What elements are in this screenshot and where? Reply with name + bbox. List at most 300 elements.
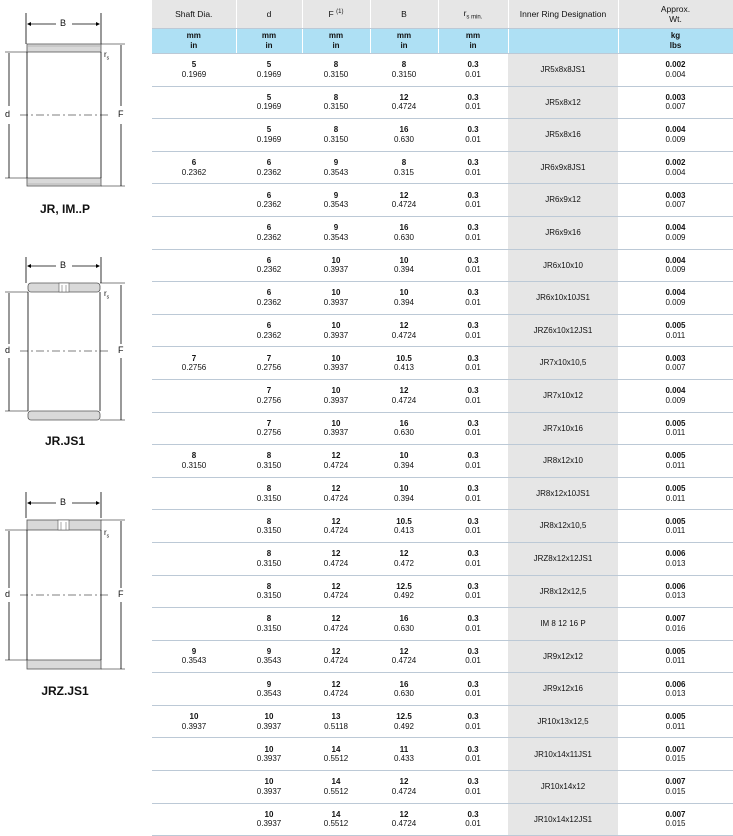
- value-in: 0.3937: [323, 330, 349, 340]
- cell-shaft: [152, 379, 236, 412]
- value-in: 0.4724: [323, 623, 349, 633]
- dim-f-label: F: [118, 589, 124, 599]
- cell-b: [370, 347, 438, 380]
- value-in: 0.01: [465, 819, 481, 829]
- cell-shaft: [152, 771, 236, 804]
- value-in: 0.01: [465, 134, 481, 144]
- value-in: 0.3543: [181, 656, 207, 666]
- cell-designation: JR5x8x8JS1: [508, 54, 618, 87]
- value-mm: 7: [266, 386, 272, 396]
- value-mm: 16: [399, 418, 409, 428]
- cell-weight: [618, 738, 733, 771]
- cell-weight: [618, 803, 733, 836]
- value-in: 0.3937: [323, 297, 349, 307]
- value-mm: 5: [266, 92, 272, 102]
- value-in: 0.5512: [323, 786, 349, 796]
- value-mm: 0.3: [467, 614, 479, 624]
- value-mm: 12: [331, 646, 341, 656]
- value-mm: 0.3: [467, 744, 479, 754]
- cell-rs: [438, 542, 508, 575]
- table-row: [152, 705, 733, 738]
- value-mm: 0.3: [467, 60, 479, 70]
- value-mm: 0.006: [665, 549, 686, 559]
- table-row: [152, 314, 733, 347]
- value-in: 0.007: [665, 102, 686, 112]
- value-in: 0.01: [465, 558, 481, 568]
- value-in: 0.011: [665, 721, 686, 731]
- cell-d: [236, 640, 302, 673]
- value-in: 0.4724: [323, 526, 349, 536]
- dim-r-label: $r_s$: [104, 528, 110, 540]
- col-header-weight: Approx. Wt.: [618, 0, 733, 29]
- table-row: [152, 738, 733, 771]
- value-mm: 10: [399, 255, 409, 265]
- value-mm: 12: [399, 777, 409, 787]
- cell-weight: [618, 379, 733, 412]
- value-mm: 12.5: [396, 581, 412, 591]
- value-mm: 16: [399, 679, 409, 689]
- cell-b: [370, 379, 438, 412]
- cell-rs: [438, 412, 508, 445]
- cell-shaft: [152, 282, 236, 315]
- value-in: 0.011: [665, 428, 686, 438]
- cell-shaft: [152, 673, 236, 706]
- cell-shaft: [152, 477, 236, 510]
- cell-weight: [618, 249, 733, 282]
- value-mm: 14: [331, 777, 341, 787]
- value-mm: 0.3: [467, 712, 479, 722]
- value-mm: 0.3: [467, 581, 479, 591]
- cell-shaft: [152, 705, 236, 738]
- col-header-shaft: Shaft Dia.: [152, 0, 236, 29]
- cell-d: [236, 119, 302, 152]
- value-in: 0.2362: [181, 167, 207, 177]
- cell-weight: [618, 771, 733, 804]
- value-in: 0.015: [665, 786, 686, 796]
- cell-f: [302, 510, 370, 543]
- table-row: [152, 379, 733, 412]
- value-in: 0.01: [465, 721, 481, 731]
- cell-rs: [438, 705, 508, 738]
- value-mm: 12: [399, 809, 409, 819]
- value-in: 0.009: [665, 265, 686, 275]
- value-in: 0.630: [393, 232, 415, 242]
- cell-shaft: [152, 803, 236, 836]
- value-in: 0.2756: [181, 363, 207, 373]
- value-mm: 6: [266, 190, 272, 200]
- table-row: [152, 575, 733, 608]
- col-header-rs: $r_{s min.}$: [438, 0, 508, 29]
- table-row: [152, 673, 733, 706]
- cell-shaft: [152, 608, 236, 641]
- cell-designation: JR9x12x16: [508, 673, 618, 706]
- value-in: 0.011: [665, 493, 686, 503]
- value-in: 0.5512: [323, 754, 349, 764]
- value-in: 0.3543: [323, 200, 349, 210]
- cell-f: [302, 184, 370, 217]
- diagram-label: JR.JS1: [44, 434, 86, 448]
- cell-weight: [618, 314, 733, 347]
- value-in: 0.4724: [323, 656, 349, 666]
- value-mm: 10: [264, 744, 274, 754]
- value-mm: 12: [399, 321, 409, 331]
- cell-b: [370, 542, 438, 575]
- value-in: 0.01: [465, 102, 481, 112]
- cell-weight: [618, 119, 733, 152]
- table-row: [152, 151, 733, 184]
- cell-shaft: [152, 738, 236, 771]
- cell-designation: JR6x9x8JS1: [508, 151, 618, 184]
- value-in: 0.2362: [256, 330, 282, 340]
- value-mm: 0.003: [665, 92, 686, 102]
- value-in: 0.009: [665, 297, 686, 307]
- value-mm: 6: [266, 223, 272, 233]
- cell-f: [302, 477, 370, 510]
- table-row: [152, 216, 733, 249]
- value-in: 0.394: [393, 493, 415, 503]
- cell-d: [236, 86, 302, 119]
- unit-rs: mm in: [438, 29, 508, 54]
- table-row: [152, 347, 733, 380]
- value-in: 0.01: [465, 297, 481, 307]
- value-in: 0.1969: [256, 134, 282, 144]
- unit-f: mm in: [302, 29, 370, 54]
- value-mm: 12: [331, 679, 341, 689]
- value-in: 0.3937: [181, 721, 207, 731]
- bearing-ring-drawing: [0, 490, 152, 680]
- value-mm: 0.3: [467, 190, 479, 200]
- value-mm: 0.3: [467, 777, 479, 787]
- cell-f: [302, 803, 370, 836]
- cell-weight: [618, 477, 733, 510]
- value-mm: 12: [399, 92, 409, 102]
- table-row: [152, 412, 733, 445]
- value-in: 0.492: [393, 721, 415, 731]
- value-mm: 10: [331, 353, 341, 363]
- cell-f: [302, 575, 370, 608]
- value-mm: 12: [399, 549, 409, 559]
- value-mm: 9: [333, 158, 339, 168]
- cell-rs: [438, 608, 508, 641]
- cell-rs: [438, 184, 508, 217]
- value-in: 0.3150: [256, 526, 282, 536]
- value-mm: 0.005: [665, 321, 686, 331]
- value-in: 0.01: [465, 754, 481, 764]
- value-in: 0.011: [665, 526, 686, 536]
- value-mm: 0.3: [467, 223, 479, 233]
- cell-designation: JR8x12x12,5: [508, 575, 618, 608]
- value-mm: 6: [266, 288, 272, 298]
- cell-designation: JR10x13x12,5: [508, 705, 618, 738]
- table-row: [152, 803, 733, 836]
- value-mm: 0.3: [467, 418, 479, 428]
- cell-rs: [438, 379, 508, 412]
- value-mm: 9: [191, 646, 197, 656]
- cell-weight: [618, 575, 733, 608]
- diagram-label: JR, IM..P: [39, 202, 90, 216]
- cell-f: [302, 673, 370, 706]
- cell-f: [302, 738, 370, 771]
- value-mm: 0.007: [665, 777, 686, 787]
- value-mm: 7: [266, 418, 272, 428]
- value-mm: 8: [266, 451, 272, 461]
- col-header-d: d: [236, 0, 302, 29]
- cell-rs: [438, 119, 508, 152]
- value-mm: 0.3: [467, 255, 479, 265]
- value-in: 0.3150: [256, 591, 282, 601]
- value-in: 0.01: [465, 656, 481, 666]
- cell-weight: [618, 608, 733, 641]
- table-row: [152, 249, 733, 282]
- table-row: [152, 477, 733, 510]
- cell-weight: [618, 216, 733, 249]
- value-in: 0.007: [665, 363, 686, 373]
- value-in: 0.3937: [256, 819, 282, 829]
- cell-b: [370, 477, 438, 510]
- value-mm: 0.003: [665, 190, 686, 200]
- value-in: 0.015: [665, 754, 686, 764]
- value-mm: 0.3: [467, 125, 479, 135]
- value-mm: 10.5: [396, 353, 412, 363]
- value-mm: 0.004: [665, 125, 686, 135]
- value-in: 0.01: [465, 428, 481, 438]
- header-row: [152, 0, 733, 29]
- value-mm: 0.002: [665, 60, 686, 70]
- value-mm: 0.3: [467, 484, 479, 494]
- value-mm: 10.5: [396, 516, 412, 526]
- dim-d-label: d: [5, 345, 11, 355]
- value-in: 0.01: [465, 232, 481, 242]
- units-row: [152, 29, 733, 54]
- value-in: 0.01: [465, 69, 481, 79]
- value-in: 0.3543: [323, 167, 349, 177]
- value-in: 0.004: [665, 167, 686, 177]
- value-mm: 6: [191, 158, 197, 168]
- value-in: 0.413: [393, 363, 415, 373]
- value-mm: 0.005: [665, 516, 686, 526]
- cell-b: [370, 151, 438, 184]
- cell-d: [236, 54, 302, 87]
- value-in: 0.3150: [256, 558, 282, 568]
- value-mm: 5: [191, 60, 197, 70]
- cell-designation: JR8x12x10: [508, 445, 618, 478]
- value-mm: 12: [331, 451, 341, 461]
- cell-f: [302, 282, 370, 315]
- value-in: 0.630: [393, 623, 415, 633]
- value-mm: 12: [399, 190, 409, 200]
- cell-weight: [618, 705, 733, 738]
- value-in: 0.4724: [323, 460, 349, 470]
- cell-b: [370, 705, 438, 738]
- value-in: 0.01: [465, 460, 481, 470]
- value-mm: 8: [266, 484, 272, 494]
- dim-b-label: B: [60, 497, 67, 507]
- cell-weight: [618, 54, 733, 87]
- cell-rs: [438, 445, 508, 478]
- value-in: 0.2362: [256, 167, 282, 177]
- value-mm: 9: [266, 679, 272, 689]
- value-mm: 0.007: [665, 614, 686, 624]
- value-in: 0.01: [465, 689, 481, 699]
- cell-designation: JR6x10x10JS1: [508, 282, 618, 315]
- value-in: 0.4724: [391, 656, 417, 666]
- value-mm: 10: [189, 712, 199, 722]
- value-mm: 16: [399, 614, 409, 624]
- cell-rs: [438, 86, 508, 119]
- table-row: [152, 510, 733, 543]
- value-mm: 10: [264, 712, 274, 722]
- dim-b-label: B: [60, 18, 67, 28]
- dim-d-label: d: [5, 589, 11, 599]
- cell-d: [236, 347, 302, 380]
- unit-shaft: mm in: [152, 29, 236, 54]
- dim-r-label: $r_s$: [104, 50, 110, 62]
- value-mm: 10: [399, 288, 409, 298]
- value-in: 0.2756: [256, 363, 282, 373]
- cell-rs: [438, 314, 508, 347]
- value-mm: 5: [266, 60, 272, 70]
- unit-designation: [508, 29, 618, 54]
- value-mm: 9: [266, 646, 272, 656]
- value-in: 0.3150: [181, 460, 207, 470]
- cell-f: [302, 347, 370, 380]
- value-in: 0.3543: [323, 232, 349, 242]
- value-mm: 0.006: [665, 581, 686, 591]
- value-mm: 10: [264, 777, 274, 787]
- value-in: 0.01: [465, 200, 481, 210]
- value-in: 0.4724: [391, 395, 417, 405]
- value-mm: 16: [399, 125, 409, 135]
- value-in: 0.1969: [256, 69, 282, 79]
- value-in: 0.413: [393, 526, 415, 536]
- value-in: 0.3150: [391, 69, 417, 79]
- dim-f-label: F: [118, 109, 124, 119]
- value-mm: 14: [331, 744, 341, 754]
- cell-b: [370, 216, 438, 249]
- cell-b: [370, 86, 438, 119]
- value-in: 0.394: [393, 297, 415, 307]
- value-mm: 0.005: [665, 451, 686, 461]
- cell-d: [236, 803, 302, 836]
- cell-weight: [618, 412, 733, 445]
- value-mm: 8: [266, 549, 272, 559]
- cell-f: [302, 640, 370, 673]
- value-in: 0.007: [665, 200, 686, 210]
- value-in: 0.472: [393, 558, 415, 568]
- cell-b: [370, 249, 438, 282]
- value-in: 0.3937: [323, 265, 349, 275]
- value-in: 0.01: [465, 623, 481, 633]
- value-mm: 0.3: [467, 321, 479, 331]
- unit-d: mm in: [236, 29, 302, 54]
- cell-weight: [618, 673, 733, 706]
- value-mm: 0.3: [467, 516, 479, 526]
- table-row: [152, 640, 733, 673]
- cell-weight: [618, 347, 733, 380]
- value-in: 0.011: [665, 460, 686, 470]
- cell-f: [302, 151, 370, 184]
- value-in: 0.013: [665, 591, 686, 601]
- value-in: 0.4724: [323, 558, 349, 568]
- value-in: 0.492: [393, 591, 415, 601]
- cell-d: [236, 412, 302, 445]
- bearing-ring-drawing: [0, 0, 152, 200]
- value-mm: 8: [401, 158, 407, 168]
- diagram-column: [0, 0, 152, 830]
- value-in: 0.2362: [256, 297, 282, 307]
- table-row: [152, 445, 733, 478]
- cell-shaft: [152, 314, 236, 347]
- value-mm: 8: [266, 516, 272, 526]
- cell-designation: JR5x8x16: [508, 119, 618, 152]
- value-mm: 0.006: [665, 679, 686, 689]
- cell-b: [370, 119, 438, 152]
- cell-shaft: [152, 54, 236, 87]
- value-in: 0.3150: [323, 102, 349, 112]
- value-mm: 6: [266, 255, 272, 265]
- cell-d: [236, 151, 302, 184]
- cell-d: [236, 379, 302, 412]
- cell-b: [370, 608, 438, 641]
- value-mm: 12: [399, 646, 409, 656]
- cell-designation: JR9x12x12: [508, 640, 618, 673]
- cell-shaft: [152, 445, 236, 478]
- value-in: 0.4724: [323, 689, 349, 699]
- value-in: 0.009: [665, 134, 686, 144]
- cell-f: [302, 216, 370, 249]
- dim-d-label: d: [5, 109, 11, 119]
- cell-f: [302, 771, 370, 804]
- cell-b: [370, 314, 438, 347]
- value-mm: 11: [399, 744, 409, 754]
- value-mm: 0.007: [665, 744, 686, 754]
- value-mm: 10: [399, 451, 409, 461]
- cell-b: [370, 575, 438, 608]
- value-in: 0.011: [665, 656, 686, 666]
- value-in: 0.4724: [391, 819, 417, 829]
- value-mm: 0.005: [665, 646, 686, 656]
- cell-shaft: [152, 216, 236, 249]
- cell-b: [370, 673, 438, 706]
- cell-d: [236, 575, 302, 608]
- value-mm: 12: [331, 549, 341, 559]
- value-mm: 8: [333, 125, 339, 135]
- value-mm: 8: [333, 92, 339, 102]
- value-in: 0.016: [665, 623, 686, 633]
- cell-b: [370, 54, 438, 87]
- cell-designation: IM 8 12 16 P: [508, 608, 618, 641]
- col-header-f: F $^{(1)}$: [302, 0, 370, 29]
- value-in: 0.013: [665, 689, 686, 699]
- table-row: [152, 771, 733, 804]
- value-mm: 10: [331, 255, 341, 265]
- cell-shaft: [152, 640, 236, 673]
- cell-designation: JR8x12x10,5: [508, 510, 618, 543]
- value-mm: 10: [331, 386, 341, 396]
- value-mm: 12: [331, 581, 341, 591]
- cell-rs: [438, 347, 508, 380]
- cell-f: [302, 412, 370, 445]
- value-mm: 10: [331, 288, 341, 298]
- value-in: 0.3150: [256, 493, 282, 503]
- cell-b: [370, 803, 438, 836]
- cell-f: [302, 249, 370, 282]
- value-in: 0.2362: [256, 265, 282, 275]
- value-in: 0.4724: [391, 200, 417, 210]
- cell-designation: JR10x14x12: [508, 771, 618, 804]
- cell-designation: JR7x10x10,5: [508, 347, 618, 380]
- cell-b: [370, 282, 438, 315]
